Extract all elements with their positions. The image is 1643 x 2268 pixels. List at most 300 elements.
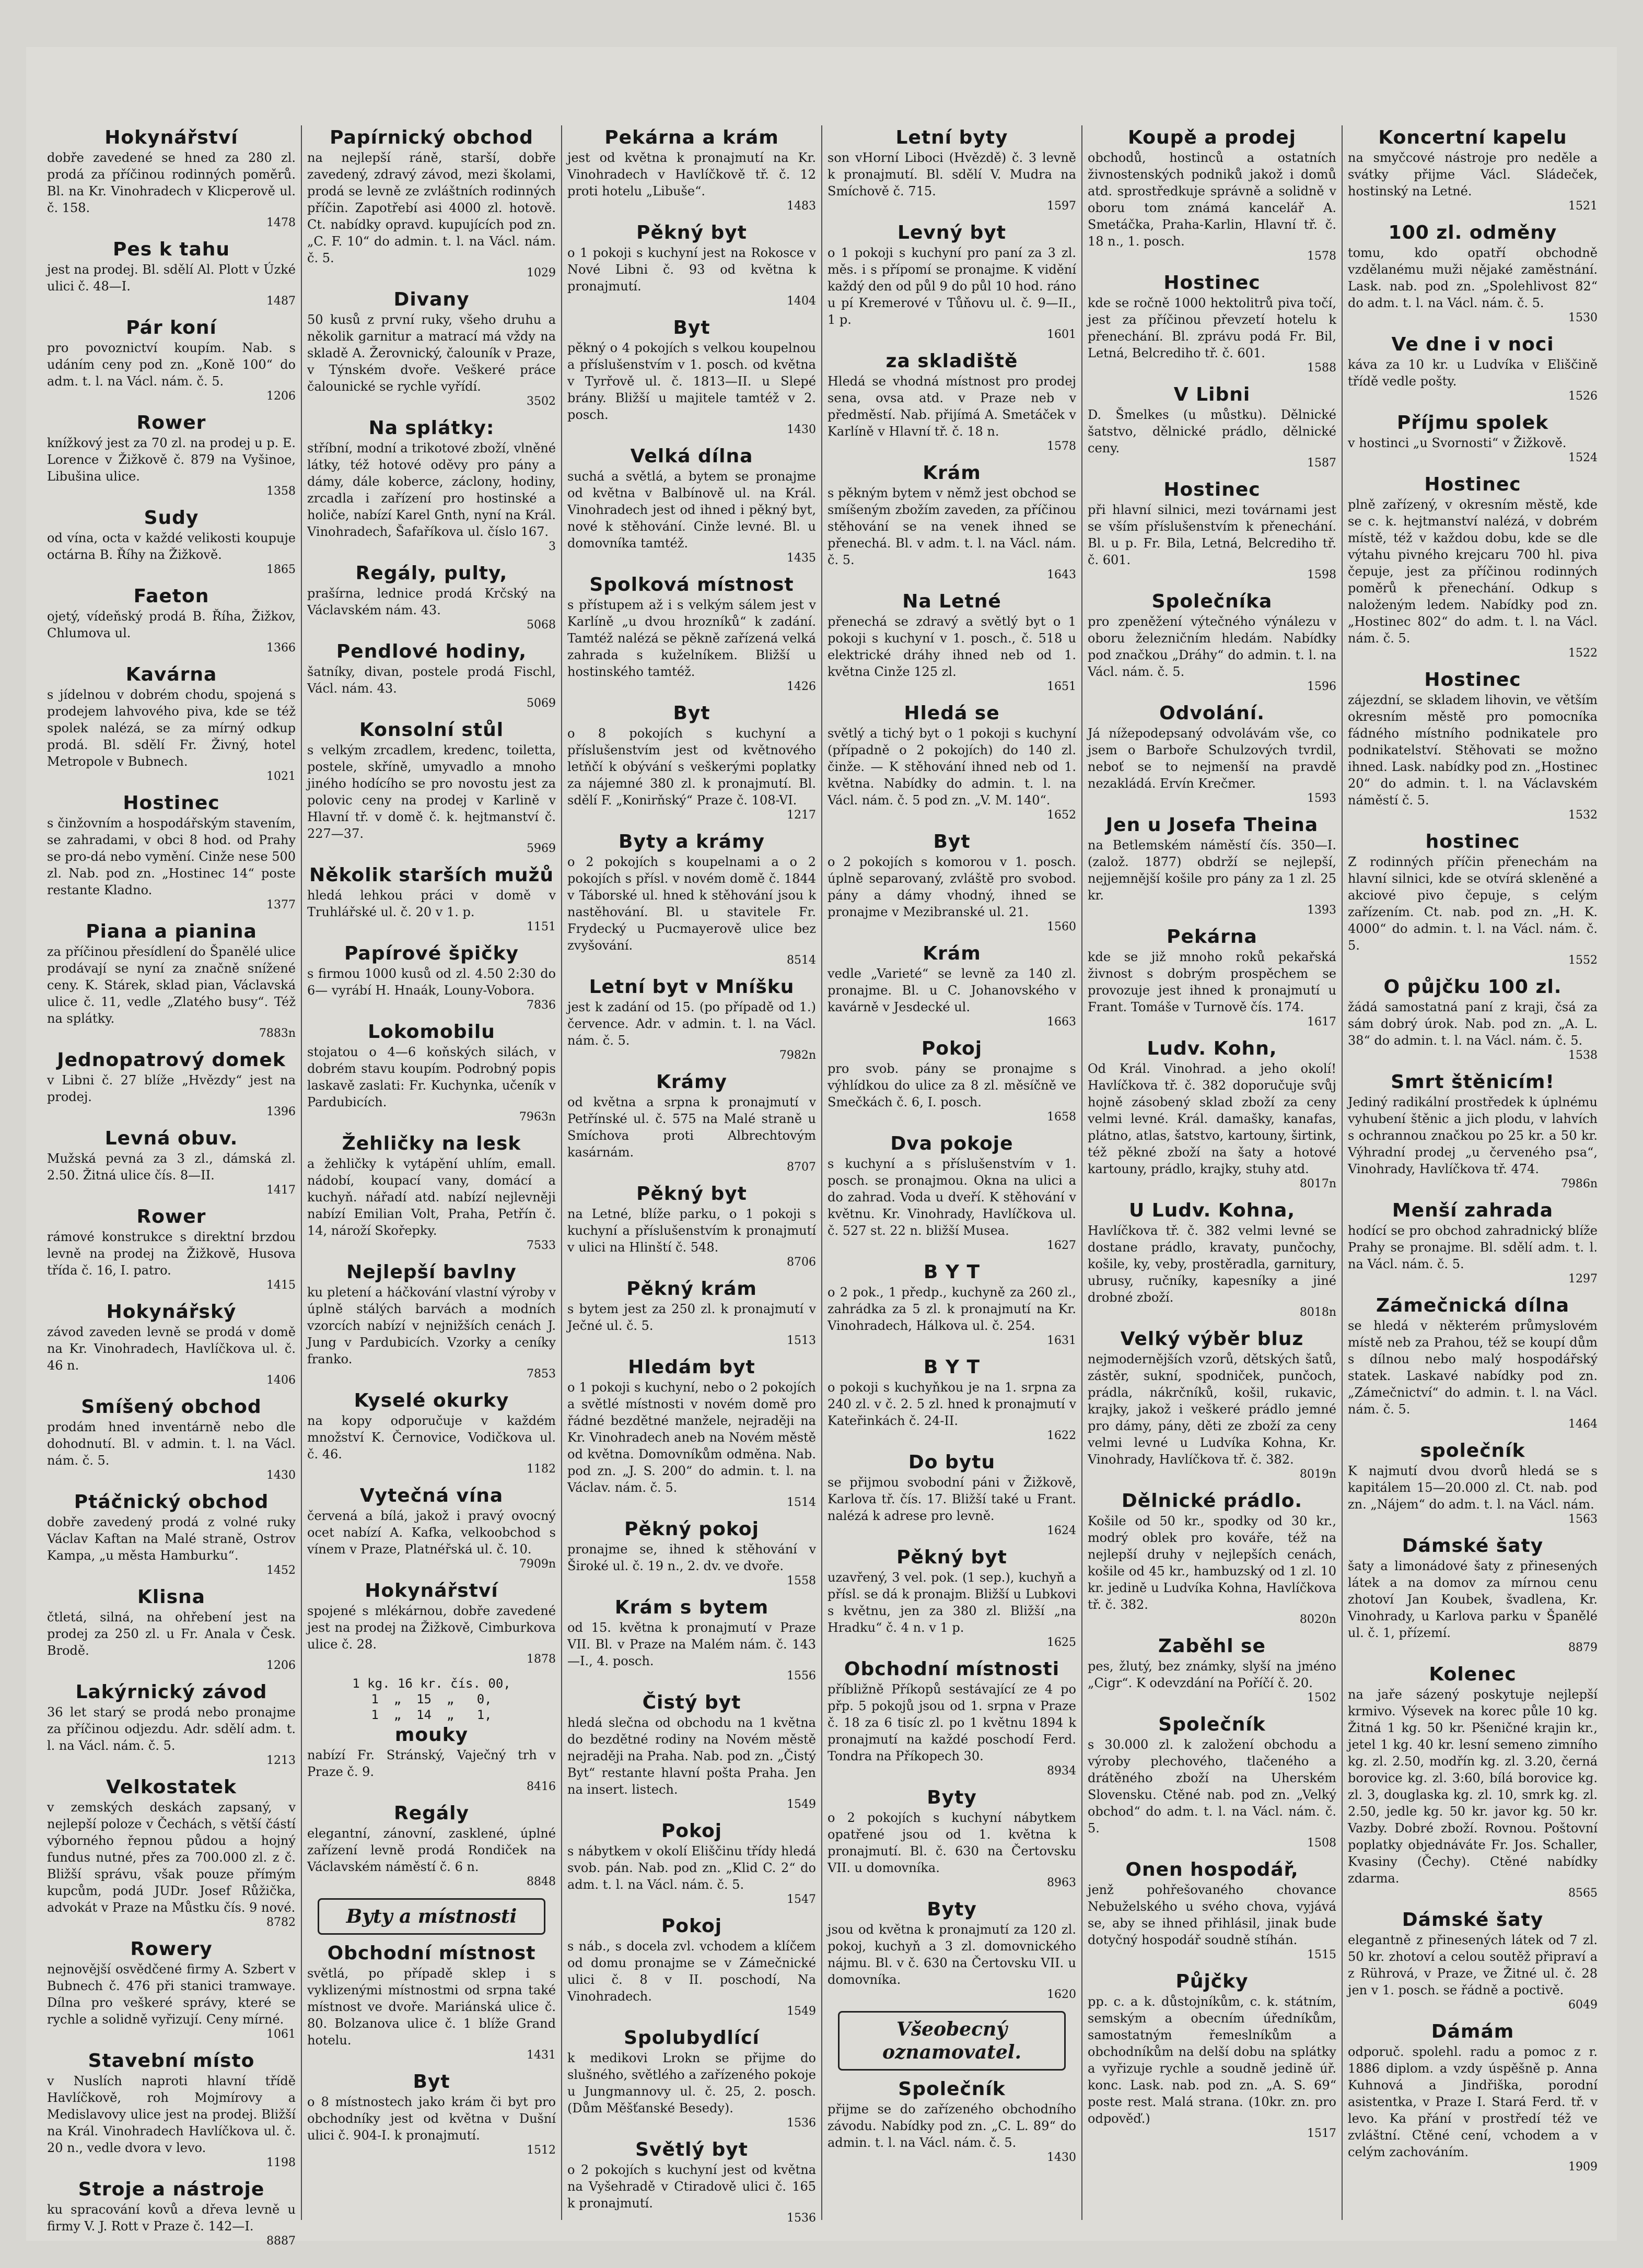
ad-heading: Sudy [144, 507, 199, 529]
ad-heading: Hokynářství [365, 1580, 498, 1601]
classified-ad [828, 1659, 1076, 1778]
ad-number: 1406 [266, 1374, 296, 1387]
ad-number: 1663 [1047, 1015, 1076, 1028]
ad-body: o 2 pok., 1 předp., kuchyně za 260 zl., zahrádka za 5 zl. k pronajmutí na Kr. Vinohradech, Hálkova ul. č. 254. [828, 1285, 1076, 1333]
ad-body: s firmou 1000 kusů od zl. 4.50 2:30 do 6— vyrábí H. Hnaák, Louny-Vobora. [307, 966, 556, 998]
classified-ad [307, 563, 556, 632]
classified-ad [1088, 1200, 1336, 1319]
ad-number: 1508 [1307, 1837, 1336, 1850]
classified-ad [567, 1821, 816, 1907]
ad-heading: Pokoj [661, 1915, 723, 1937]
classified-ad [567, 223, 816, 308]
ad-number: 8514 [787, 954, 816, 967]
classified-ad [828, 127, 1076, 213]
ad-heading: Krámy [656, 1071, 727, 1093]
classified-ad [1348, 1295, 1598, 1431]
ad-body: dobře zavedený prodá z volné ruky Václav Kaftan na Malé straně, Ostrov Kampa, „u města Hamburku“. [47, 1515, 296, 1563]
ad-body: šaty a limonádové šaty z přinesených látek a na domov za mírnou cenu zhotoví Jan Koubek, švadlena, Kr. Vinohrady, u Karlova parku v Španělé ul. č. 1, přízemí. [1348, 1559, 1598, 1640]
classified-ad [828, 1357, 1076, 1443]
ad-number: 8879 [1568, 1641, 1598, 1654]
ad-body: světlý a tichý byt o 1 pokoji s kuchyní (případně o 2 pokojích) do 140 zl. činže. — K stěhování ihned neb od 1. května. Nabídky do admin. t. l. na Václ. nám. č. 5 pod zn. „V. M. 140“. [828, 726, 1076, 808]
column-2 [302, 125, 562, 2220]
ad-body: prodám hned inventárně nebo dle dohodnutí. Bl. v admin. t. l. na Václ. nám. č. 5. [47, 1420, 296, 1468]
ad-number: 8848 [527, 1875, 556, 1888]
ad-heading: Ludv. Kohn, [1147, 1038, 1277, 1059]
ad-heading: Hokynářský [106, 1301, 237, 1323]
column-5 [1082, 125, 1343, 2220]
ad-body: přijme se do zařízeného obchodního závodu. Nabídky pod zn. „C. L. 89“ do admin. t. l. na Václ. nám. č. 5. [828, 2102, 1076, 2150]
classified-ad [828, 832, 1076, 934]
ad-heading: Půjčky [1175, 1971, 1249, 1992]
classified-ad [47, 1939, 296, 2041]
classified-ad [567, 318, 816, 437]
ad-body: v Nuslích naproti hlavní třídě Havlíčkově, roh Mojmírovy a Medislavovy ulice jest na prodej. Bližší na Král. Vinohradech Havlíčkova ul. č. 20 n., vedle dvora v levo. [47, 2074, 296, 2155]
classified-ad [47, 664, 296, 784]
ad-number: 1514 [787, 1496, 816, 1509]
ad-number: 1521 [1568, 200, 1598, 213]
ad-heading: Regály, pulty, [355, 563, 508, 584]
ad-body: pro svob. pány se pronajme s výhlídkou do ulice za 8 zl. měsíčně ve Smečkách č. 6, I. posch. [828, 1061, 1076, 1109]
ad-heading: Rower [136, 412, 206, 434]
classified-ad [1348, 832, 1598, 967]
ad-heading: Levná obuv. [104, 1128, 238, 1149]
ad-body: čtletá, silná, na ohřebení jest na prodej za 250 zl. u Fr. Anala v Česk. Brodě. [47, 1610, 296, 1658]
ad-heading: Letní byt v Mníšku [589, 976, 795, 998]
classified-ad [828, 351, 1076, 453]
classified-ad [828, 1547, 1076, 1650]
ad-body: knížkový jest za 70 zl. na prodej u p. E. Lorence v Žižkově č. 879 na Vyšinoe, Libušina ulice. [47, 436, 296, 484]
ad-body: o pokoji s kuchyňkou je na 1. srpna za 240 zl. v č. 2. 5 zl. hned k pronajmutí v Kateřinkách č. 24-II. [828, 1380, 1076, 1428]
ad-number: 1366 [266, 641, 296, 654]
classified-ad [307, 1390, 556, 1476]
classified-ad [307, 720, 556, 856]
ad-number: 1530 [1568, 311, 1598, 324]
ad-body: tomu, kdo opatří obchodně vzdělanému muži nějaké zaměstnání. Lask. nab. pod zn. „Spolehlivost 82“ do adm. t. l. na Václ. nám. č. 5. [1348, 245, 1598, 310]
classified-ad [1348, 2021, 1598, 2174]
classified-ad [1088, 273, 1336, 375]
ad-body: hledá slečna od obchodu na 1 května do bezdětné rodiny na Novém městě nejraději na Praha. Nab. pod zn. „Čistý Byt“ restante hlavní pošta Praha. Jen na insert. listech. [567, 1715, 816, 1797]
classified-ad [567, 575, 816, 694]
ad-number: 1430 [1047, 2151, 1076, 2164]
classified-ad [1348, 334, 1598, 403]
ad-body: Z rodinných příčin přenechám na hlavní silnici, kde se otvírá skleněné a akciové pivo čepuje, s celým zařízením. Ct. nab. pod zn. „H. K. 4000“ do admin. t. l. na Václ. nám. č. 5. [1348, 855, 1598, 953]
classified-ad [307, 1262, 556, 1381]
ad-heading: Pes k tahu [113, 239, 230, 260]
ad-number: 1658 [1047, 1110, 1076, 1124]
ad-body: obchodů, hostinců a ostatních živnostenských podniků jakož i domů atd. sprostředkuje správně a solidně v oboru tom známá kancelář A. Smetáčka, Praha-Karlin, Hlavní tř. č. 18 n., 1. posch. [1088, 150, 1336, 249]
ad-heading: Velká dílna [630, 446, 753, 467]
ad-number: 1558 [787, 1574, 816, 1587]
classified-ad [828, 463, 1076, 582]
ad-number: 7963n [519, 1110, 556, 1124]
classified-ad [1348, 1536, 1598, 1655]
classified-ad [47, 1777, 296, 1930]
ad-body: kde se již mnoho roků pekařská živnost s dobrým prospěchem se provozuje jest ihned k pronajmutí u Frant. Tomáše v Turnově čís. 174. [1088, 950, 1336, 1014]
ad-body: příbližně Příkopů sestávající ze 4 po přp. 5 pokojů jsou od 1. srpna v Praze č. 18 za 6 tisíc zl. po 1 květnu 1894 k pronajmutí na každé poschodí Ferd. Tondra na Příkopech 30. [828, 1682, 1076, 1763]
ad-heading: Hostinec [1424, 474, 1521, 495]
ad-number: 1549 [787, 2005, 816, 2018]
ad-number: 1578 [1047, 440, 1076, 453]
ad-body: jest k zadání od 15. (po případě od 1.) července. Adr. v admin. t. l. na Václ. nám. č. 5. [567, 1000, 816, 1048]
ad-heading: Smíšený obchod [81, 1396, 262, 1418]
ad-heading: Smrt štěnicím! [1391, 1071, 1555, 1093]
classified-ad [1348, 1072, 1598, 1191]
ad-heading: Čistý byt [642, 1692, 741, 1713]
ad-heading: Pěkný krám [626, 1278, 757, 1300]
ad-number: 1431 [527, 2049, 556, 2062]
ad-heading: za skladiště [885, 350, 1018, 372]
ad-body: na smyčcové nástroje pro neděle a svátky přijme Václ. Sládeček, hostinský na Letné. [1348, 150, 1598, 198]
ad-body: Havlíčkova tř. č. 382 velmi levné se dostane prádlo, kravaty, punčochy, košile, ky, veby, prostěradla, garnitury, ubrusy, ručníky, kapesníky a jiné drobné zboží. [1088, 1223, 1336, 1305]
ad-number: 1652 [1047, 809, 1076, 822]
ad-heading: Pár koní [126, 317, 217, 338]
ad-body: Hledá se vhodná místnost pro prodej sena, ovsa atd. v Praze neb v předměstí. Nab. přijímá A. Smetáček v Karlíně v Hlavní tř. č. 18 n. [828, 374, 1076, 439]
column-4 [822, 125, 1082, 2220]
ad-heading: Letní byty [895, 127, 1008, 148]
classified-ad [47, 1587, 296, 1673]
ad-heading: Zaběhl se [1158, 1635, 1266, 1657]
classified-ad [567, 1597, 816, 1683]
ad-heading: Velkostatek [106, 1776, 237, 1798]
classified-ad [828, 1787, 1076, 1890]
ad-heading: Jednopatrový domek [57, 1049, 286, 1071]
ad-heading: Dva pokoje [890, 1133, 1013, 1154]
classified-ad [567, 2028, 816, 2130]
ad-heading: Pěkný byt [636, 1183, 747, 1205]
ad-heading: Koncertní kapelu [1378, 127, 1567, 148]
ad-number: 1358 [266, 485, 296, 498]
newspaper-page [26, 47, 1617, 2248]
ad-heading: Žehličky na lesk [342, 1133, 521, 1154]
classified-ad [307, 1803, 556, 1889]
classified-ad [1088, 1860, 1336, 1962]
ad-number: 7853 [527, 1367, 556, 1381]
ad-heading: Krám s bytem [614, 1597, 769, 1618]
ad-body: káva za 10 kr. u Ludvíka v Eliščině třídě vedle pošty. [1348, 357, 1598, 389]
classified-ad [47, 413, 296, 498]
ad-body: Od Král. Vinohrad. a jeho okolí! Havlíčkova tř. č. 382 doporučuje svůj hojně zásobený sklad zboží za ceny velmi levné. Král. damašky, kanafas, plátno, atlas, šatstvo, kartouny, širtink, též pěkné zboží na šaty a hotové kartouny, prádlo, krajky, stuhy atd. [1088, 1061, 1336, 1176]
ad-heading: Pěkný pokoj [624, 1518, 759, 1540]
ad-number: 1547 [787, 1893, 816, 1906]
ad-number: 1377 [266, 898, 296, 911]
ad-heading: 100 zl. odměny [1388, 222, 1557, 243]
ad-body: ku spracování kovů a dřeva levně u firmy V. J. Rott v Praze č. 142—I. [47, 2202, 296, 2234]
ad-heading: Pokoj [661, 1820, 723, 1842]
ad-heading: Nejlepší bavlny [346, 1261, 517, 1283]
ad-number: 1217 [787, 809, 816, 822]
classified-ad [47, 921, 296, 1041]
ad-body: jsou od května k pronajmutí za 120 zl. pokoj, kuchyň a 3 zl. domovnického nájmu. Bl. v č. 630 na Čertovsku VII. u domovníka. [828, 1922, 1076, 1987]
ad-body: s pěkným bytem v němž jest obchod se smíšeným zbožím zaveden, za příčinou stěhování se na venek ihned se přenechá. Bl. v adm. t. l. na Václ. nám. č. 5. [828, 486, 1076, 567]
classified-ad [1348, 413, 1598, 465]
ad-body: při hlavní silnici, mezi továrnami jest se vším příslušenstvím k přenechání. Bl. u p. Fr. Bila, Letná, Belcrediho tř. č. 601. [1088, 502, 1336, 567]
ad-body: s velkým zrcadlem, kredenc, toiletta, postele, skříně, umyvadlo a mnoho jiného hodícího se pro novostu jest za polovic ceny na prodej v Karlině v Hlavní tř. v domě č. k. hejtmanství č. 227—37. [307, 743, 556, 841]
classified-ad [47, 2179, 296, 2248]
ad-number: 8020n [1299, 1613, 1336, 1626]
classified-ad [567, 127, 816, 213]
ad-body: 36 let starý se prodá nebo pronajme za příčinou odjezdu. Adr. sdělí adm. t. l. na Václ. nám. č. 5. [47, 1705, 296, 1753]
ad-heading: B Y T [923, 1261, 981, 1283]
ad-body: D. Šmelkes (u můstku). Dělnické šatstvo, dělnické prádlo, dělnické ceny. [1088, 407, 1336, 455]
classified-ad [567, 1279, 816, 1348]
classified-ad [47, 127, 296, 230]
classified-ad [1348, 1664, 1598, 1900]
ad-number: 1512 [527, 2144, 556, 2157]
classified-ad [828, 1899, 1076, 2002]
ad-body: o 2 pokojích s kuchyní nábytkem opatřené jsou od 1. května k pronajmutí. Bl. č. 630 na Čertovsku VII. u domovníka. [828, 1810, 1076, 1875]
ad-number: 1417 [266, 1184, 296, 1197]
ad-number: 1549 [787, 1798, 816, 1811]
classified-ad [1088, 384, 1336, 470]
ad-number: 1517 [1307, 2127, 1336, 2140]
classified-ad [47, 318, 296, 403]
ad-heading: Společník [1158, 1714, 1266, 1735]
ad-heading: Rowery [130, 1938, 213, 1960]
ad-number: 7533 [527, 1239, 556, 1252]
ad-heading: Dámské šaty [1402, 1909, 1544, 1931]
ad-heading: Konsolní stůl [359, 719, 504, 741]
classified-ad [1348, 1200, 1598, 1286]
classified-ad [828, 703, 1076, 822]
ad-body: nejmodernějších vzorů, dětských šatů, zástěr, sukní, spodniček, punčoch, prádla, nákrčníků, košil, rukavic, krajky, jakož i veškeré prádlo jemné pro dámy, pány, děti ze zboží za ceny velmi levné u Ludvíka Kohna, Kr. Vinohrady, Havlíčkova tř. č. 382. [1088, 1352, 1336, 1467]
ad-heading: Ve dne i v noci [1391, 334, 1554, 355]
ad-number: 1464 [1568, 1418, 1598, 1431]
ad-body: za příčinou přesídlení do Španělé ulice prodávají se nyní za značně snížené ceny. K. Stárek, sklad pian, Václavská ulice č. 11, vedle „Zlatého busy“. Též na splátky. [47, 944, 296, 1026]
ad-number: 1578 [1307, 250, 1336, 263]
classified-ad [307, 1581, 556, 1666]
ad-number: 1426 [787, 680, 816, 693]
ad-body: o 2 pokojích s kuchyní jest od května na Vyšehradě v Ctiradově ulici č. 165 k pronajmutí. [567, 2162, 816, 2211]
ad-number: 1588 [1307, 361, 1336, 375]
ad-body: s bytem jest za 250 zl. k pronajmutí v Ječné ul. č. 5. [567, 1302, 816, 1333]
ad-body: v hostinci „u Svornosti“ v Žižkově. [1348, 436, 1567, 450]
classified-ad [47, 508, 296, 577]
ad-body: s kuchyní a s příslušenstvím v 1. posch. se pronajmou. Okna na ulici a do zahrad. Voda u dveří. K stěhování v květnu. Kr. Vinohrady, Havlíčkova ul. č. 527 st. 22 n. bližší Musea. [828, 1156, 1076, 1238]
ad-number: 1435 [787, 552, 816, 565]
ad-body: odporuč. spolehl. radu a pomoc z r. 1886 diplom. a vzdy úspěšně p. Anna Kuhnová a Jindřiška, porodní asistentka, v Praze I. Stará Ferd. tř. v levo. Ka přání v prostředí též ve zvláštní. Ctěné cení, vchodem a v celým zachováním. [1348, 2044, 1598, 2159]
ad-heading: Byt [673, 703, 710, 724]
ad-heading: Několik starších mužů [309, 864, 554, 886]
classified-ad [307, 1486, 556, 1571]
ad-heading: Pěkný byt [636, 222, 747, 243]
classified-ad [1088, 127, 1336, 263]
ad-body: jest na prodej. Bl. sdělí Al. Plott v Úzké ulici č. 48—I. [47, 262, 296, 294]
ad-heading: Piana a pianina [86, 921, 257, 942]
ad-number: 1620 [1047, 1988, 1076, 2001]
ad-heading: Lakýrnický závod [75, 1681, 267, 1703]
ad-body: hodící se pro obchod zahradnický blíže Prahy se pronajme. Bl. sdělí adm. t. l. na Václ. nám. č. 5. [1348, 1223, 1598, 1271]
ad-heading: Regály [393, 1803, 469, 1824]
classified-ad [828, 1133, 1076, 1253]
ad-body: o 2 pokojích s koupelnami a o 2 pokojích s přísl. v novém domě č. 1844 v Táborské ul. hned k stěhování jsou k nastěhování. Bl. u stavitele Fr. Frydecký u Pucmayerově ulice bez zvyšování. [567, 855, 816, 953]
ad-heading: Hostinec [1163, 479, 1261, 500]
ad-body: nabízí Fr. Stránský, Vaječný trh v Praze č. 9. [307, 1748, 556, 1779]
classified-columns [42, 125, 1604, 2248]
classified-ad [1088, 480, 1336, 582]
ad-heading: Kavárna [125, 664, 217, 685]
ad-heading: Obchodní místnosti [844, 1658, 1060, 1680]
ad-body: pp. c. a k. důstojníkům, c. k. státním, semským a obecním úředníkům, samostatným řemeslníkům a obchodníkům na delší dobu na splátky a vyřizuje rychle a soudně jedině úř. konc. Lask. nab. pod zn. „A. S. 69“ poste rest. Malá strana. (10kr. zn. pro odpověď.) [1088, 1994, 1336, 2126]
ad-body: kde se ročně 1000 hektolitrů piva točí, jest za příčinou převzetí hotelu k přenechání. Bl. zprávu podá Fr. Bil, Letná, Belcrediho tř. č. 601. [1088, 296, 1336, 360]
classified-ad [307, 1725, 556, 1794]
ad-body: Jediný radikální prostředek k úplnému vyhubení štěnic a jich plodu, v lahvích s ochrannou značkou po 25 kr. a 50 kr. Výhradní prodej „u červeného psa“, Vinohrady, Havlíčkova tř. 474. [1348, 1095, 1598, 1176]
ad-heading: Společník [898, 2078, 1006, 2100]
ad-heading: Byty [927, 1899, 977, 1920]
ad-number: 3 [549, 540, 556, 553]
ad-body: s 30.000 zl. k založení obchodu a výroby plechového, tlačeného a drátěného zboží na Uherském Slovensku. Ctěné nab. pod zn. „Velký obchod“ do adm. t. l. na Václ. nám. č. 5. [1088, 1737, 1336, 1836]
ad-number: 1627 [1047, 1239, 1076, 1252]
ad-heading: Na Letné [902, 591, 1001, 612]
ad-number: 6049 [1568, 1998, 1598, 2012]
ad-body: se přijmou svobodní páni v Žižkově, Karlova tř. čís. 17. Bližší také u Frant. nalézá k adrese pro levně. [828, 1475, 1076, 1523]
ad-heading: Divany [393, 289, 470, 310]
ad-number: 1487 [266, 295, 296, 308]
classified-ad [307, 943, 556, 1012]
ad-number: 8963 [1047, 1876, 1076, 1889]
classified-ad [1088, 815, 1336, 917]
ad-heading: Ptáčnický obchod [74, 1491, 269, 1513]
ad-body: pes, žlutý, bez známky, slyší na jméno „Cigr“. K odevzdání na Poříčí č. 20. [1088, 1659, 1336, 1690]
ad-number: 7909n [519, 1558, 556, 1571]
ad-body: Košile od 50 kr., spodky od 30 kr., modrý oblek pro kováře, též na nejlepší druhy v nejlepších cenách, košile od 45 kr., hambuzský od 1 zl. 10 kr. jedině u Ludvíka Kohna, Havlíčkova tř. č. 382. [1088, 1514, 1336, 1612]
ad-number: 1526 [1568, 390, 1598, 403]
ad-number: 1622 [1047, 1429, 1076, 1442]
ad-body: o 1 pokoji s kuchyní jest na Rokosce v Nové Libni č. 93 od května k pronajmutí. [567, 245, 816, 294]
ad-number: 1909 [1568, 2160, 1598, 2173]
ad-number: 1538 [1568, 1049, 1598, 1062]
ad-number: 8782 [266, 1916, 296, 1929]
classified-ad [47, 1207, 296, 1292]
ad-body: na Betlemském náměstí čís. 350—I. (založ. 1877) obdrží se nejlepší, nejjemnější košile pro pány za 1 zl. 25 kr. [1088, 838, 1336, 903]
ad-heading: Vytečná vína [359, 1485, 504, 1506]
ad-body: jest od května k pronajmutí na Kr. Vinohradech v Havlíčkově tř. č. 12 proti hotelu „Libuše“. [567, 150, 816, 198]
classified-ad [828, 1262, 1076, 1348]
ad-number: 1536 [787, 2117, 816, 2130]
ad-body: o 1 pokoji s kuchyní, nebo o 2 pokojích a světlé místnosti v novém domě pro řádné bezdětné manžele, nejraději na Kr. Vinohradech aneb na Novém městě od května. Domovníkům odměna. Nab. pod zn. „J. S. 200“ do admin. t. l. na Václav. nám. č. 5. [567, 1380, 816, 1495]
classified-ad [47, 1302, 296, 1387]
ad-number: 1601 [1047, 328, 1076, 341]
classified-ad [47, 793, 296, 912]
ad-body: suchá a světlá, a bytem se pronajme od května v Balbínově ul. na Král. Vinohradech jest od ihned i pěkný byt, nové k stěhování. Cinže levné. Bl. u domovníka tamtéž. [567, 469, 816, 551]
classified-ad [1088, 1971, 1336, 2141]
classified-ad [567, 2140, 816, 2225]
classified-ad [828, 2079, 1076, 2165]
ad-heading: Levný byt [898, 222, 1006, 243]
classified-ad [307, 418, 556, 554]
column-3 [562, 125, 822, 2225]
ad-body: k medikovi Lrokn se přijme do slušného, světlého a zařízeného pokoje u Jungmannovy ul. č. 25, 2. posch. (Dům Měšťanské Besedy). [567, 2051, 816, 2115]
ad-number: 1617 [1307, 1015, 1336, 1028]
ad-body: v Libni č. 27 blíže „Hvězdy“ jest na prodej. [47, 1073, 296, 1104]
classified-ad [1088, 1038, 1336, 1191]
ad-body: červená a bílá, jakož i pravý ovocný ocet nabízí A. Kafka, velkoobchod s vínem v Praze, Platnéřská ul. č. 10. [307, 1509, 556, 1557]
ad-body: prašírna, lednice prodá Krčský na Václavském nám. 43. [307, 586, 556, 617]
classified-ad [307, 1943, 556, 2062]
classified-ad [47, 586, 296, 655]
ad-heading: Příjmu spolek [1396, 412, 1549, 434]
classified-ad [47, 1492, 296, 1577]
ad-body: od vína, octa v každé velikosti koupuje octárna B. Říhy na Žižkově. [47, 531, 296, 562]
ad-body: o 8 pokojích s kuchyní a příslušenstvím jest od květnového letňčí k obývání s veškerými poplatky za nájemné 380 zl. k pronajmutí. Bl. sdělí F. „Konirňský“ Praze č. 108-VI. [567, 726, 816, 808]
ad-number: 1396 [266, 1105, 296, 1118]
ad-heading: Hledám byt [628, 1357, 755, 1378]
ad-body: pro povoznictví koupím. Nab. s udáním ceny pod zn. „Koně 100“ do adm. t. l. na Václ. nám. č. 5. [47, 341, 296, 389]
classified-ad [47, 239, 296, 308]
ad-heading: Na splátky: [368, 417, 495, 439]
ad-heading: Papírové špičky [344, 943, 519, 964]
ad-number: 1522 [1568, 647, 1598, 660]
ad-number: 1596 [1307, 680, 1336, 693]
ad-body: stojatou o 4—6 koňských silách, v dobrém stavu koupím. Podrobný popis laskavě zaslati: Fr. Kuchynka, učeník v Pardubicích. [307, 1045, 556, 1109]
ad-body: ku pletení a háčkování vlastní výroby v úplně stálých barvách a modních vzorcích nabízí v nejnižších cenách J. Jung v Pardubicích. Vzorky a ceníky franko. [307, 1285, 556, 1366]
ad-number: 1625 [1047, 1636, 1076, 1649]
ad-number: 1297 [1568, 1272, 1598, 1285]
ad-heading: Byty [927, 1787, 977, 1808]
ad-number: 1029 [527, 266, 556, 279]
ad-body: přenechá se zdravý a světlý byt o 1 pokoji s kuchyní v 1. posch., č. 518 u elektrické dráhy ihned neb od 1. května Cinže 125 zl. [828, 614, 1076, 679]
ad-number: 7986n [1560, 1177, 1598, 1190]
ad-body: s jídelnou v dobrém chodu, spojená s prodejem lahvového piva, kde se též spolek nalézá, se za mírný odkup prodá. Bl. sdělí Fr. Živný, hotel Metropole v Bubnech. [47, 687, 296, 769]
classified-ad [1088, 1636, 1336, 1705]
ad-body: s činžovním a hospodářským stavením, se zahradami, v obci 8 hod. od Prahy se pro-dá nebo vymění. Cinže nese 500 zl. Nab. pod zn. „Hostinec 14“ poste restante Kladno. [47, 816, 296, 897]
ad-body: pronajme se, ihned k stěhování v Široké ul. č. 19 n., 2. dv. ve dvoře. [567, 1542, 816, 1573]
section-header-box: Všeobecný oznamovatel. [838, 2011, 1066, 2071]
column-6 [1343, 125, 1603, 2220]
ad-heading: Dámám [1431, 2021, 1514, 2042]
ad-heading: Velký výběr bluz [1120, 1328, 1304, 1350]
ad-heading: Rower [136, 1206, 206, 1227]
classified-ad [1348, 127, 1598, 213]
ad-heading: Hledá se [904, 703, 1000, 724]
ad-body: o 2 pokojích s komorou v 1. posch. úplně separovaný, zvláště pro svobod. pány a dámy vhodný, ihned se pronajme v Mezibranské ul. 21. [828, 855, 1076, 919]
ad-body: pěkný o 4 pokojích s velkou koupelnou a příslušenstvím v 1. posch. od května v Tyrřově ul. č. 1813—II. u Slepé brány. Bližší u majitele tamtéž v 2. posch. [567, 341, 816, 422]
ad-body: od května a srpna k pronajmutí v Petřínské ul. č. 575 na Malé straně u Smíchova proti Albrechtovým kasárnám. [567, 1095, 816, 1160]
ad-number: 1865 [266, 563, 296, 576]
ad-number: 1598 [1307, 568, 1336, 581]
ad-heading: Lokomobilu [368, 1021, 495, 1043]
ad-body: s náb., s docela zvl. vchodem a klíčem od domu pronajme se v Zámečnické ulici č. 8 v II. poschodí, Na Vinohradech. [567, 1939, 816, 2004]
classified-ad [1348, 1910, 1598, 2012]
ad-heading: Byty a krámy [619, 831, 765, 852]
ad-body: o 1 pokoji s kuchyní pro paní za 3 zl. měs. i s přípomí se pronajme. K vidění každý den od půl 9 do půl 10 hod. ráno u pí Kremerové v Tůňovu ul. č. 9—II., 1 p. [828, 245, 1076, 327]
ad-body: dobře zavedené se hned za 280 zl. prodá za příčinou rodinných poměrů. Bl. na Kr. Vinohradech v Klicperově ul. č. 158. [47, 150, 296, 215]
ad-body: zájezdní, se skladem lihovin, ve větším okresním městě pro pomocníka fádného místního podnikatele pro podnikatelství. Stěhovati se možno ihned. Lask. nabídky pod zn. „Hostinec 20“ do admin. t. l. na Václavském náměstí č. 5. [1348, 693, 1598, 808]
ad-number: 5068 [527, 618, 556, 632]
ad-heading: Krám [923, 462, 981, 484]
ad-number: 7883n [259, 1027, 296, 1040]
ad-body: ojetý, vídeňský prodá B. Říha, Žižkov, Chlumova ul. [47, 609, 296, 640]
ad-heading: Stavební místo [88, 2050, 255, 2072]
ad-number: 8018n [1299, 1306, 1336, 1319]
ad-body: Mužská pevná za 3 zl., dámská zl. 2.50. Žitná ulice čís. 8—II. [47, 1151, 296, 1183]
ad-heading: Pokoj [921, 1038, 983, 1059]
ad-number: 1502 [1307, 1691, 1336, 1704]
ad-number: 1651 [1047, 680, 1076, 693]
classified-ad [1088, 927, 1336, 1029]
classified-ad [1088, 591, 1336, 694]
ad-number: 1624 [1047, 1524, 1076, 1537]
ad-heading: Byt [933, 831, 971, 852]
classified-ad [567, 1519, 816, 1588]
ad-number: 1206 [266, 390, 296, 403]
ad-number: 1643 [1047, 568, 1076, 581]
ad-number: 1532 [1568, 809, 1598, 822]
classified-ad [1348, 223, 1598, 325]
ad-body: hledá lehkou práci v domě v Truhlářské ul. č. 20 v 1. p. [307, 888, 556, 919]
ad-body: jenž pohřešovaného chovance Nebuželského u svého chova, vyjává se, aby se ihned přihlásil, jinak bude dotyčný hospodář soudně stíhán. [1088, 1883, 1336, 1947]
column-1 [42, 125, 302, 2248]
ad-body: nejnovější osvědčené firmy A. Szbert v Bubnech č. 476 při stanici tramwaye. Dílna pro veškeré správy, které se rychle a solidně vyřizují. Ceny mírné. [47, 1962, 296, 2027]
